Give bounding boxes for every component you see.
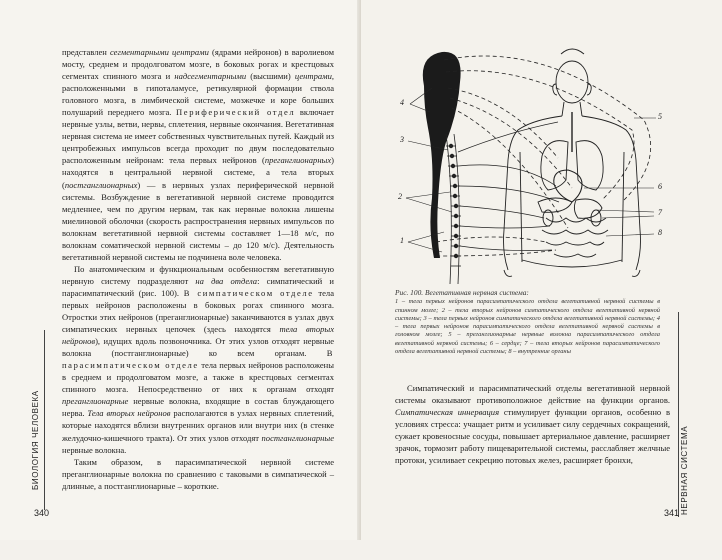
text-run: Таким образом, в парасимпатической нервной системе преганглионарные волокна по сравнению с таковыми в симпатической – длинные, а постганглионарные – короткие. xyxy=(62,456,334,491)
text-run: (ядрами нейронов) в варолиевом мосту, среднем и продолговатом мозге, в боковых рогах и крестцовых сегментах спинного мозга и xyxy=(62,47,335,82)
text-run: Симпатический и парасимпатический отделы вегетативной нервной системы оказывают противоположное действие на функции органов. xyxy=(395,383,670,406)
nervous-system-figure xyxy=(396,42,671,296)
paragraph xyxy=(62,456,334,492)
figure-label-7: 7 xyxy=(658,208,662,217)
left-running-head xyxy=(30,340,42,490)
figure-label-4: 4 xyxy=(400,98,404,107)
text-run: ) находятся в центральной нервной системе, а тела вторых ( xyxy=(62,155,334,190)
text-run: стимулирует функции органов, особенно в условиях стресса: учащает ритм и усиливает силу сердечных сокращений, сужает кровеносные сосуды, повышает артериальное давление, расширяет зрачок, тормозит работу пищеварительной системы, расслабляет желчные протоки, усиливает секрецию потовых желез, расширяет бронхи, xyxy=(395,407,670,466)
text-run: Тела вторых нейронов xyxy=(87,408,171,419)
figure-label-5: 5 xyxy=(658,112,662,121)
text-run: Периферический отдел xyxy=(176,107,296,118)
figure-label-2: 2 xyxy=(398,192,402,201)
figure-caption-body: 1 – тела первых нейронов парасимпатического отдела вегетативной нервной системы в спинном мозге; 2 – тела вторых нейронов симпатического отдела вегетативной нервной системы; 3 – тела первых нейронов симпатического отдела вегетативной нервной системы; 4 – тела первых нейронов парасимпатического отдела вегетативной нервной системы в головном мозге; 5 – преганглионарные нервные волокна парасимпатического отдела вегетативной нервной системы; 6 – сердце; 7 – тела вторых нейронов парасимпатического отдела вегетативной нервной системы; 8 – внутренние органы xyxy=(395,298,660,356)
text-run: преганглионарные xyxy=(62,396,129,407)
text-run: постганглионарных xyxy=(64,179,138,190)
figure-caption xyxy=(395,289,660,356)
text-run: По анатомическим и функциональным особенностям вегетативную нервную систему подразделяют xyxy=(62,263,334,286)
text-run: располагаются в узлах нервных сплетений, которые находятся вблизи внутренних органов или внутри них (в стенке желудочно-кишечного тракта). От этих узлов отходят xyxy=(62,408,334,443)
text-run: : симпатический и парасимпатический (рис. 100). xyxy=(62,275,334,298)
paragraph xyxy=(62,46,334,263)
figure-label-8: 8 xyxy=(658,228,662,237)
right-running-head-text: НЕРВНАЯ СИСТЕМА xyxy=(680,425,689,515)
paragraph xyxy=(395,382,670,466)
text-run: В симпатическом отделе xyxy=(183,287,314,298)
right-page-number: 341 xyxy=(664,508,680,518)
figure-caption-title: Рис. 100. Вегетативная нервная система: xyxy=(395,288,529,297)
text-run: нервные волокна, входящие в состав блуждающего нерва. xyxy=(62,396,334,419)
text-run: включает нервные узлы, ветви, нервы, сплетения, нервные окончания. Вегетативная нервная система не имеет собственных чувствительных путей. Каждый из центробежных импульсов всегда проходит по двум последовательно расположенным нейронам: тела первых нейронов ( xyxy=(62,107,334,166)
text-run: тела первых нейронов расположены в среднем и продолговатом мозге, а также в крестцовых сегментах спинного мозга. Непосредственно от них к органам отходят xyxy=(62,360,334,395)
text-run: ), идущих вдоль позвоночника. От этих узлов отходят нервные волокна (постганглионарные) ко всем органам. xyxy=(62,336,334,359)
text-run: В парасимпатическом отделе xyxy=(62,348,334,371)
figure-label-1: 1 xyxy=(400,236,404,245)
text-run: ) — в нервных узлах периферической нервной системы. Возбуждение в вегетативной нервной системе проводится медленнее, чем по другим нервам, так как нервные волокна лишены миелиновой оболочки (скорость распространения нервных импульсов по волокнам вегетативной нервной системы составляет 1—18 м/с, по волокнам соматической нервной системы – до 120 м/с). Деятельность вегетативной нервной системы не подчинена воле человека. xyxy=(62,179,334,262)
right-text-column xyxy=(395,382,670,466)
figure-label-6: 6 xyxy=(658,182,662,191)
left-page xyxy=(0,0,361,540)
left-margin-rule xyxy=(44,330,45,510)
text-run: , расположенными в гипоталамусе, ретикулярной формации ствола головного мозга, в лимбической системе, мозжечке и коре больших полушарий переднего мозга. xyxy=(62,71,334,118)
text-run: преганглионарных xyxy=(264,155,332,166)
text-run: представлен xyxy=(62,47,110,57)
text-run: тела первых нейронов расположены в боковых рогах спинного мозга. Отростки этих нейронов (преганглионарные) заканчиваются в узлах двух симпатических нервных цепочек (здесь находятся xyxy=(62,287,334,335)
text-run: центрами xyxy=(294,71,332,82)
text-run: на два отдела xyxy=(195,275,258,286)
text-run: Симпатическая иннервация xyxy=(395,407,500,418)
paragraph xyxy=(62,263,334,456)
text-run: надсегментарными xyxy=(174,71,247,82)
right-running-head xyxy=(680,425,692,560)
text-run: постганглионарные xyxy=(261,432,334,443)
text-run: сегментарными центрами xyxy=(109,47,209,57)
text-run: нервные волокна. xyxy=(62,444,127,455)
right-margin-rule xyxy=(678,312,679,517)
left-page-number: 340 xyxy=(34,508,50,518)
text-run: (высшими) xyxy=(246,71,295,82)
left-running-head-text: БИОЛОГИЯ ЧЕЛОВЕКА xyxy=(31,390,40,490)
text-run: тела вторых нейронов xyxy=(62,324,334,347)
anatomy-illustration xyxy=(396,42,671,296)
left-text-column xyxy=(62,46,334,492)
figure-label-3: 3 xyxy=(400,135,404,144)
